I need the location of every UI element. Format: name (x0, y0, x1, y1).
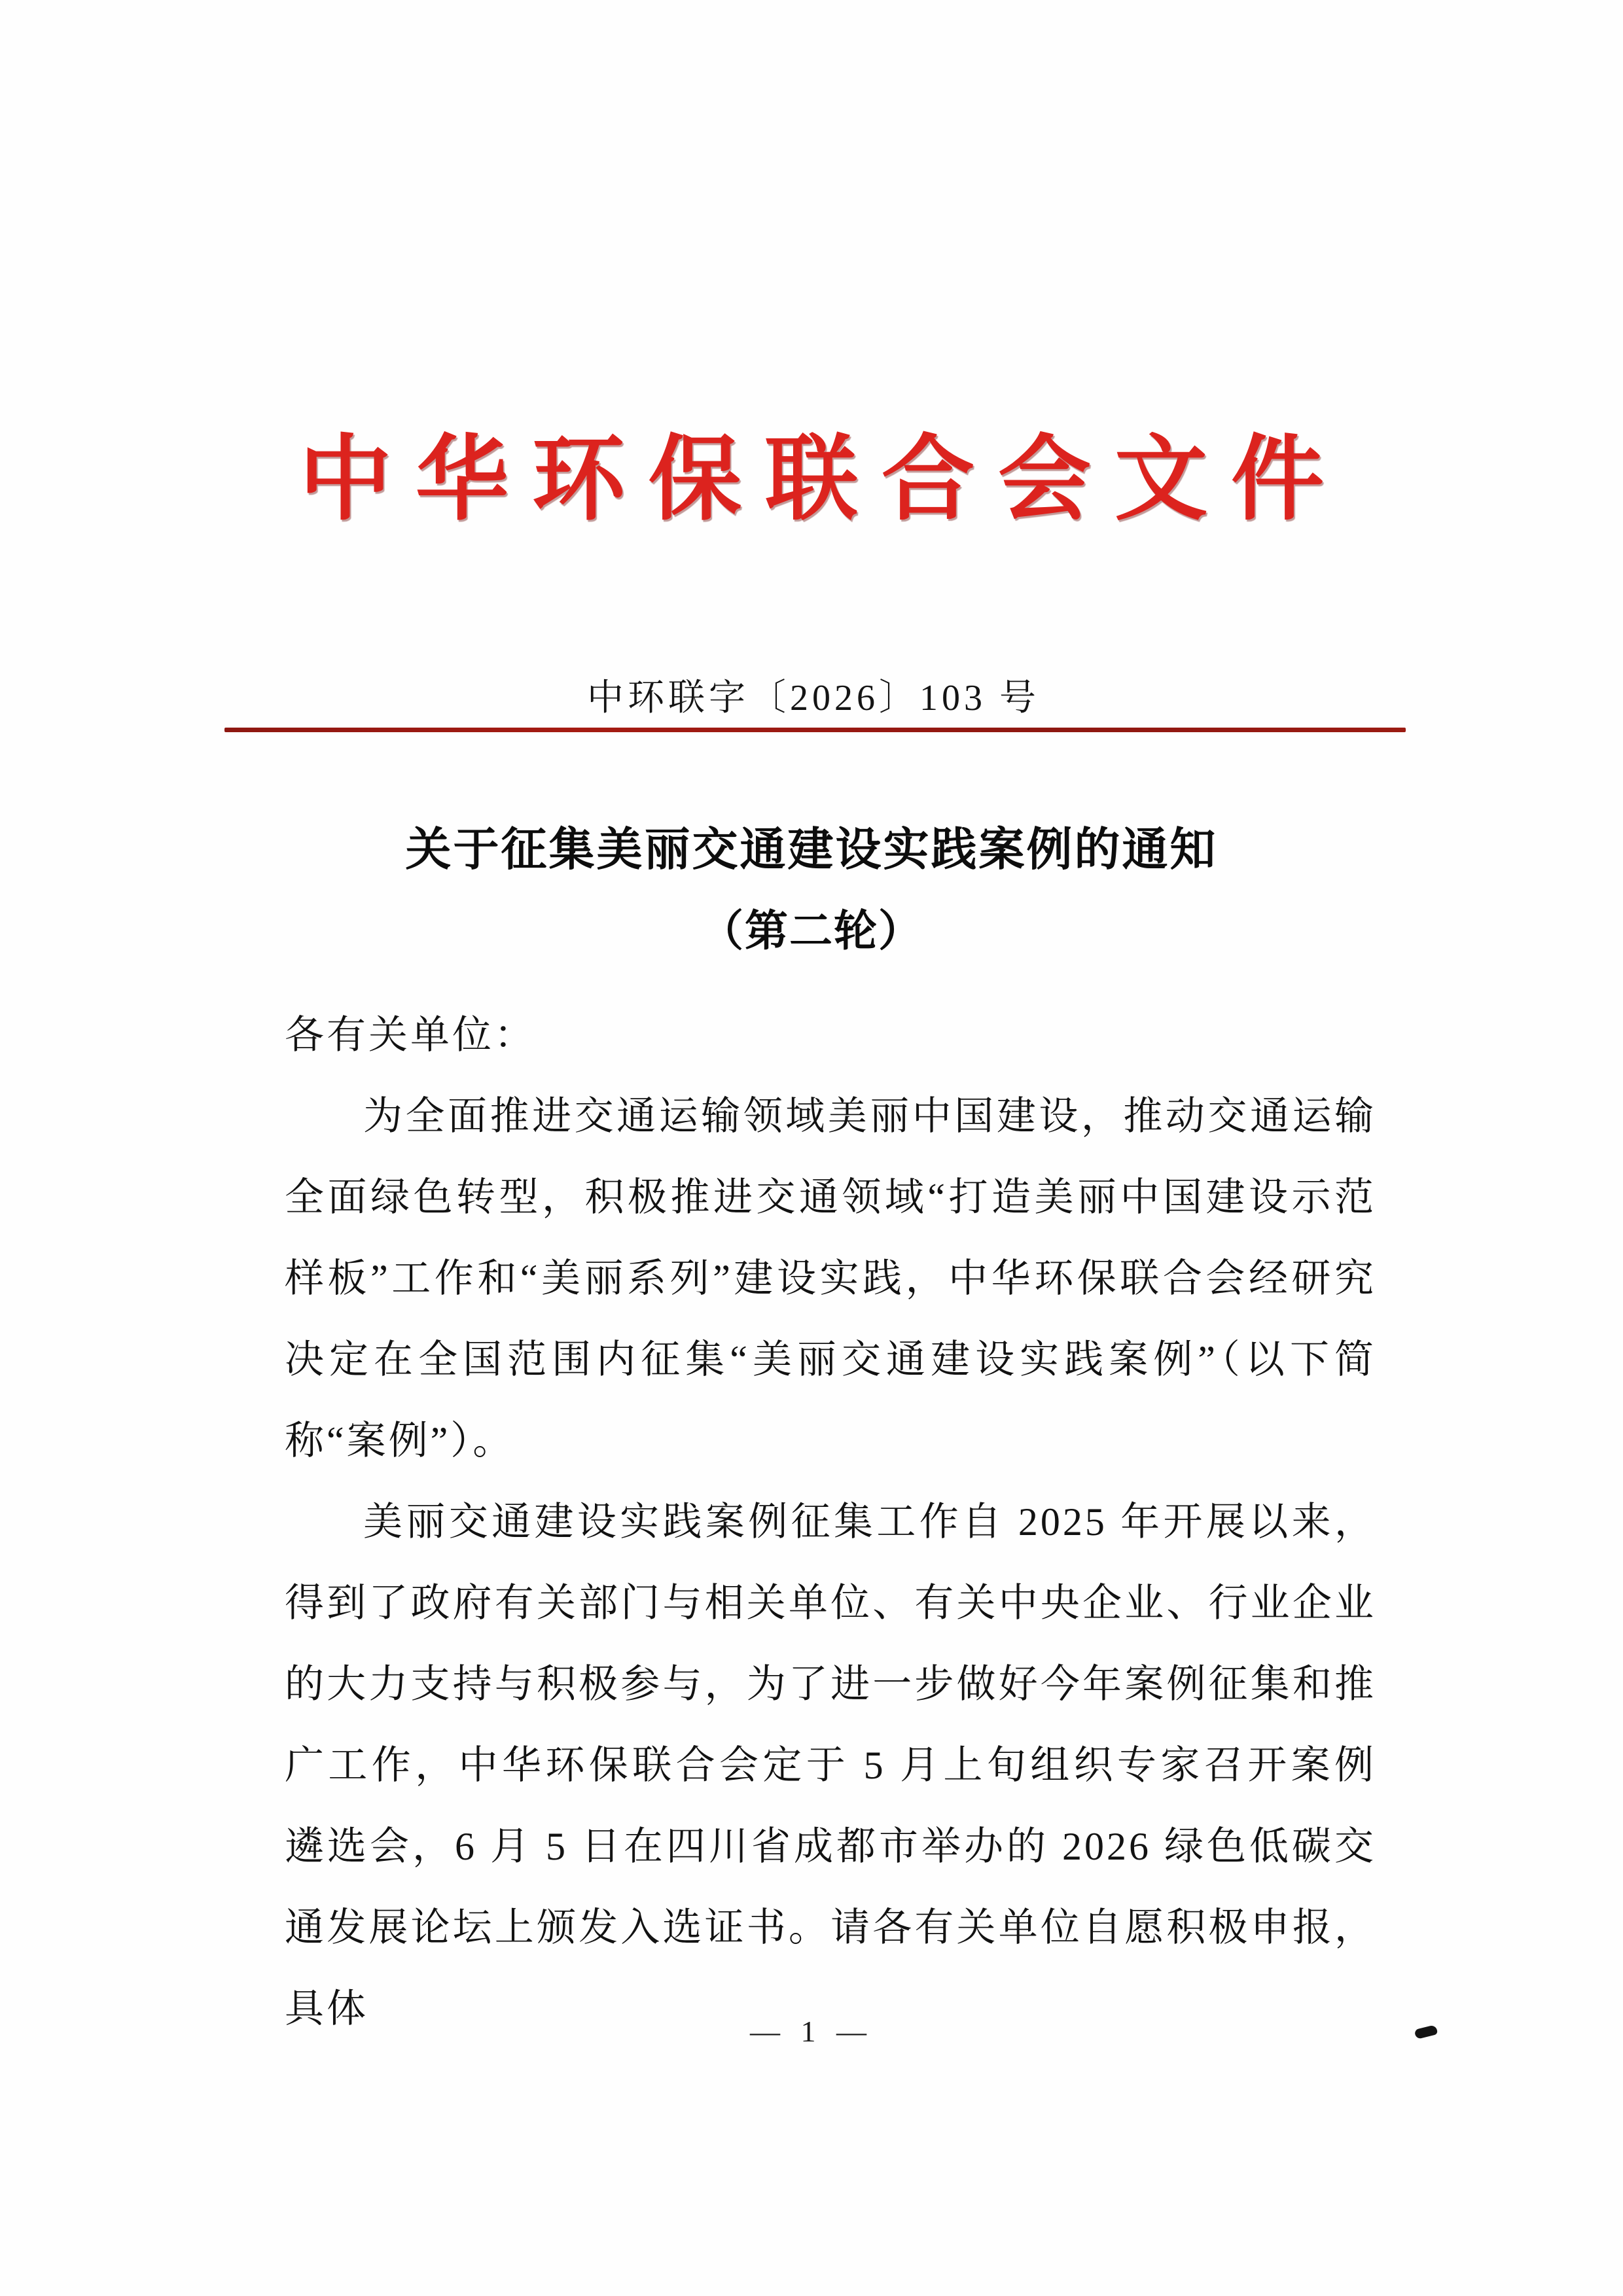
document-body (285, 995, 1376, 2049)
document-number: 中环联字〔2026〕103 号 (587, 678, 1040, 718)
page-number: — 1 — (750, 2015, 873, 2048)
red-divider-rule (224, 728, 1406, 732)
document-title-line2: （第二轮） (700, 908, 923, 955)
document-title-line1: 关于征集美丽交通建设实践案例的通知 (405, 825, 1218, 875)
body-paragraph-2: 美丽交通建设实践案例征集工作自 2025 年开展以来，得到了政府有关部门与相关单位、有关中央企业、行业企业的大力支持与积极参与，为了进一步做好今年案例征集和推广工作，中华环保联合会定于 5 月上旬组织专家召开案例遴选会，6 月 5 日在四川省成都市举办的 2026 绿色低碳交通发展论坛上颁发入选证书。请各有关单位自愿积极申报，具体 (285, 1500, 1376, 2030)
body-paragraph-1: 为全面推进交通运输领域美丽中国建设，推动交通运输全面绿色转型，积极推进交通领域“打造美丽中国建设示范样板”工作和“美丽系列”建设实践，中华环保联合会经研究决定在全国范围内征集“美丽交通建设实践案例”（以下简称“案例”）。 (285, 1095, 1376, 1462)
org-header-title: 中华环保联合会文件 (299, 428, 1347, 531)
salutation-line: 各有关单位： (285, 1014, 536, 1057)
document-title (0, 821, 1623, 962)
